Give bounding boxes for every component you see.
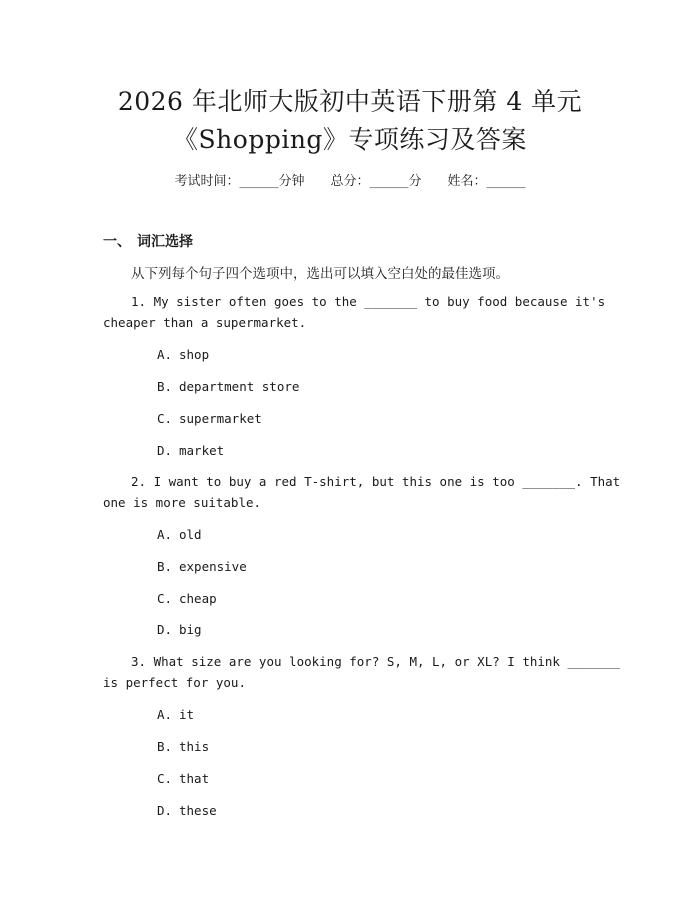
question-1-line-1: 1. My sister often goes to the _______ to buy food because it's (131, 294, 606, 309)
option-text: cheap (179, 591, 217, 606)
option-text: supermarket (179, 411, 262, 426)
question-2-option-c (157, 591, 217, 606)
option-letter: A. (157, 347, 173, 362)
question-3-option-b (157, 739, 209, 754)
exam-time-field: 考试时间：______分钟 (174, 174, 305, 189)
option-letter: A. (157, 707, 173, 722)
question-2-line-1: 2. I want to buy a red T-shirt, but this one is too _______. That (131, 474, 621, 489)
option-letter: B. (157, 559, 173, 574)
question-2-line-2: one is more suitable. (103, 495, 262, 510)
question-1-line-2: cheaper than a supermarket. (103, 315, 307, 330)
option-letter: C. (157, 411, 173, 426)
option-text: this (179, 739, 210, 754)
option-letter: D. (157, 443, 173, 458)
option-letter: B. (157, 739, 173, 754)
option-text: market (179, 443, 225, 458)
question-2-option-b (157, 559, 247, 574)
question-1-option-d (157, 443, 224, 458)
section-instruction: 从下列每个句子四个选项中，选出可以填入空白处的最佳选项。 (131, 266, 509, 282)
option-letter: D. (157, 622, 173, 637)
option-text: big (179, 622, 202, 637)
question-3-option-c (157, 771, 209, 786)
option-text: shop (179, 347, 210, 362)
option-letter: D. (157, 803, 173, 818)
question-3-line-1: 3. What size are you looking for? S, M, L, or XL? I think _______ (131, 654, 621, 669)
option-letter: A. (157, 527, 173, 542)
exam-meta (0, 170, 700, 189)
option-text: expensive (179, 559, 247, 574)
section-heading (103, 231, 193, 251)
question-2-option-a (157, 527, 202, 542)
question-2-option-d (157, 622, 202, 637)
option-text: that (179, 771, 210, 786)
option-letter: C. (157, 591, 173, 606)
total-score-field: 总分：______分 (330, 174, 422, 189)
option-letter: C. (157, 771, 173, 786)
document-title-line-1: 2026 年北师大版初中英语下册第 4 单元 (117, 87, 583, 116)
question-1-option-b (157, 379, 299, 394)
question-1-option-c (157, 411, 262, 426)
question-3-option-a (157, 707, 194, 722)
question-3-line-2: is perfect for you. (103, 675, 246, 690)
option-letter: B. (157, 379, 173, 394)
option-text: it (179, 707, 195, 722)
section-number: 一、 (103, 234, 131, 250)
option-text: department store (179, 379, 300, 394)
option-text: these (179, 803, 217, 818)
question-1-option-a (157, 347, 209, 362)
question-3-option-d (157, 803, 217, 818)
section-title: 词汇选择 (137, 234, 193, 250)
student-name-field: 姓名：______ (447, 174, 526, 189)
option-text: old (179, 527, 202, 542)
document-title-line-2: 《Shopping》专项练习及答案 (173, 125, 527, 154)
